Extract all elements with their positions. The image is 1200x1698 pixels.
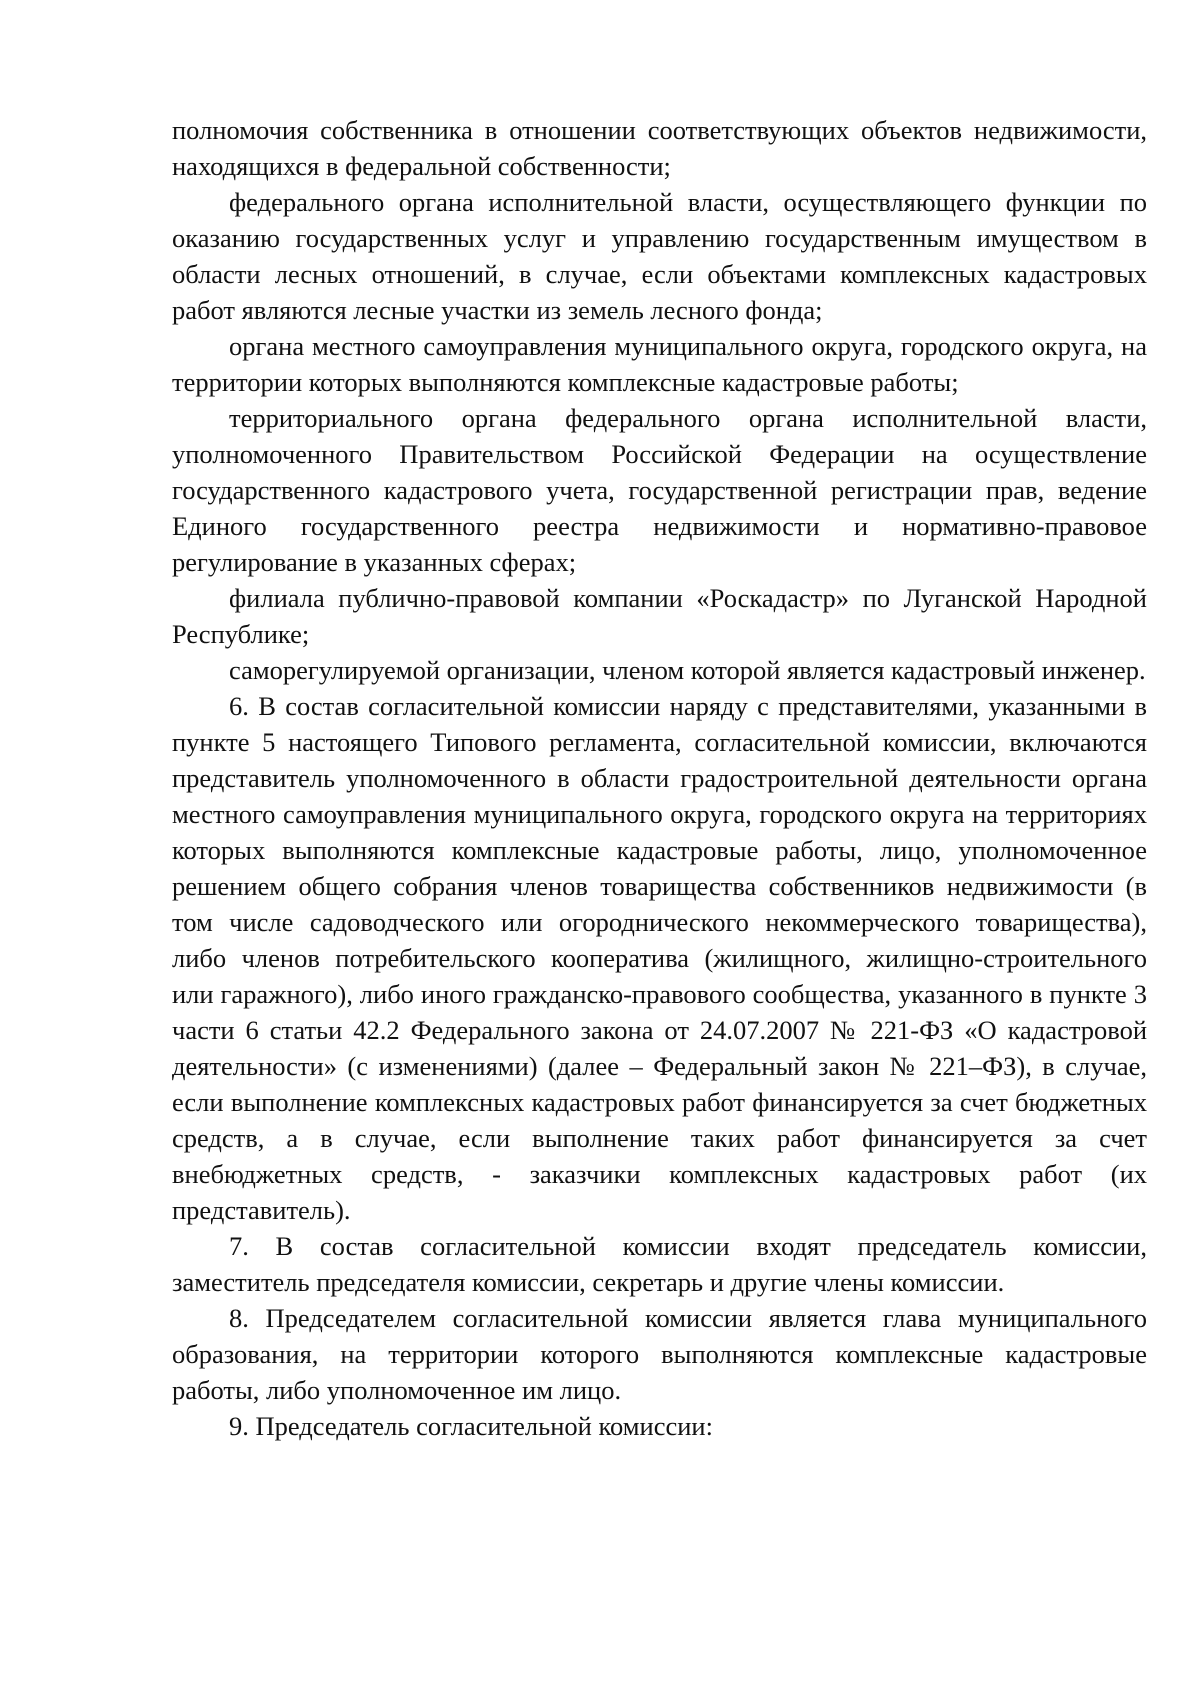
paragraph-local-self-government: органа местного самоуправления муниципального округа, городского округа, на территории которых выполняются комплексные кадастровые работы;: [172, 331, 1147, 397]
paragraph-federal-forest-authority: федерального органа исполнительной власти, осуществляющего функции по оказанию государственных услуг и управлению государственным имуществом в области лесных отношений, в случае, если объектами комплексных кадастровых работ являются лесные участки из земель лесного фонда;: [172, 187, 1147, 325]
paragraph-territorial-registry-authority: территориального органа федерального органа исполнительной власти, уполномоченного Правительством Российской Федерации на осуществление государственного кадастрового учета, государственной регистрации прав, ведение Единого государственного реестра недвижимости и нормативно-правовое регулирование в указанных сферах;: [172, 403, 1147, 577]
paragraph-item-9: 9. Председатель согласительной комиссии:: [229, 1411, 713, 1441]
paragraph-item-7: 7. В состав согласительной комиссии входят председатель комиссии, заместитель председателя комиссии, секретарь и другие члены комиссии.: [172, 1231, 1147, 1297]
paragraph-item-6: 6. В состав согласительной комиссии наряду с представителями, указанными в пункте 5 настоящего Типового регламента, согласительной комиссии, включаются представитель уполномоченного в области градостроительной деятельности органа местного самоуправления муниципального округа, городского округа на территориях которых выполняются комплексные кадастровые работы, лицо, уполномоченное решением общего собрания членов товарищества собственников недвижимости (в том числе садоводческого или огороднического некоммерческого товарищества), либо членов потребительского кооператива (жилищного, жилищно-строительного или гаражного), либо иного гражданско-правового сообщества, указанного в пункте 3 части 6 статьи 42.2 Федерального закона от 24.07.2007 № 221-ФЗ «О кадастровой деятельности» (с изменениями) (далее – Федеральный закон № 221–ФЗ), в случае, если выполнение комплексных кадастровых работ финансируется за счет бюджетных средств, а в случае, если выполнение таких работ финансируется за счет внебюджетных средств, - заказчики комплексных кадастровых работ (их представитель).: [172, 691, 1147, 1225]
paragraph-owner-powers-continued: полномочия собственника в отношении соответствующих объектов недвижимости, находящихся в федеральной собственности;: [172, 115, 1147, 181]
document-page: [172, 112, 1147, 1444]
paragraph-item-8: 8. Председателем согласительной комиссии является глава муниципального образования, на территории которого выполняются комплексные кадастровые работы, либо уполномоченное им лицо.: [172, 1303, 1147, 1405]
paragraph-roskadastr-branch: филиала публично-правовой компании «Роскадастр» по Луганской Народной Республике;: [172, 583, 1147, 649]
paragraph-self-regulatory-organization: саморегулируемой организации, членом которой является кадастровый инженер.: [229, 655, 1146, 685]
